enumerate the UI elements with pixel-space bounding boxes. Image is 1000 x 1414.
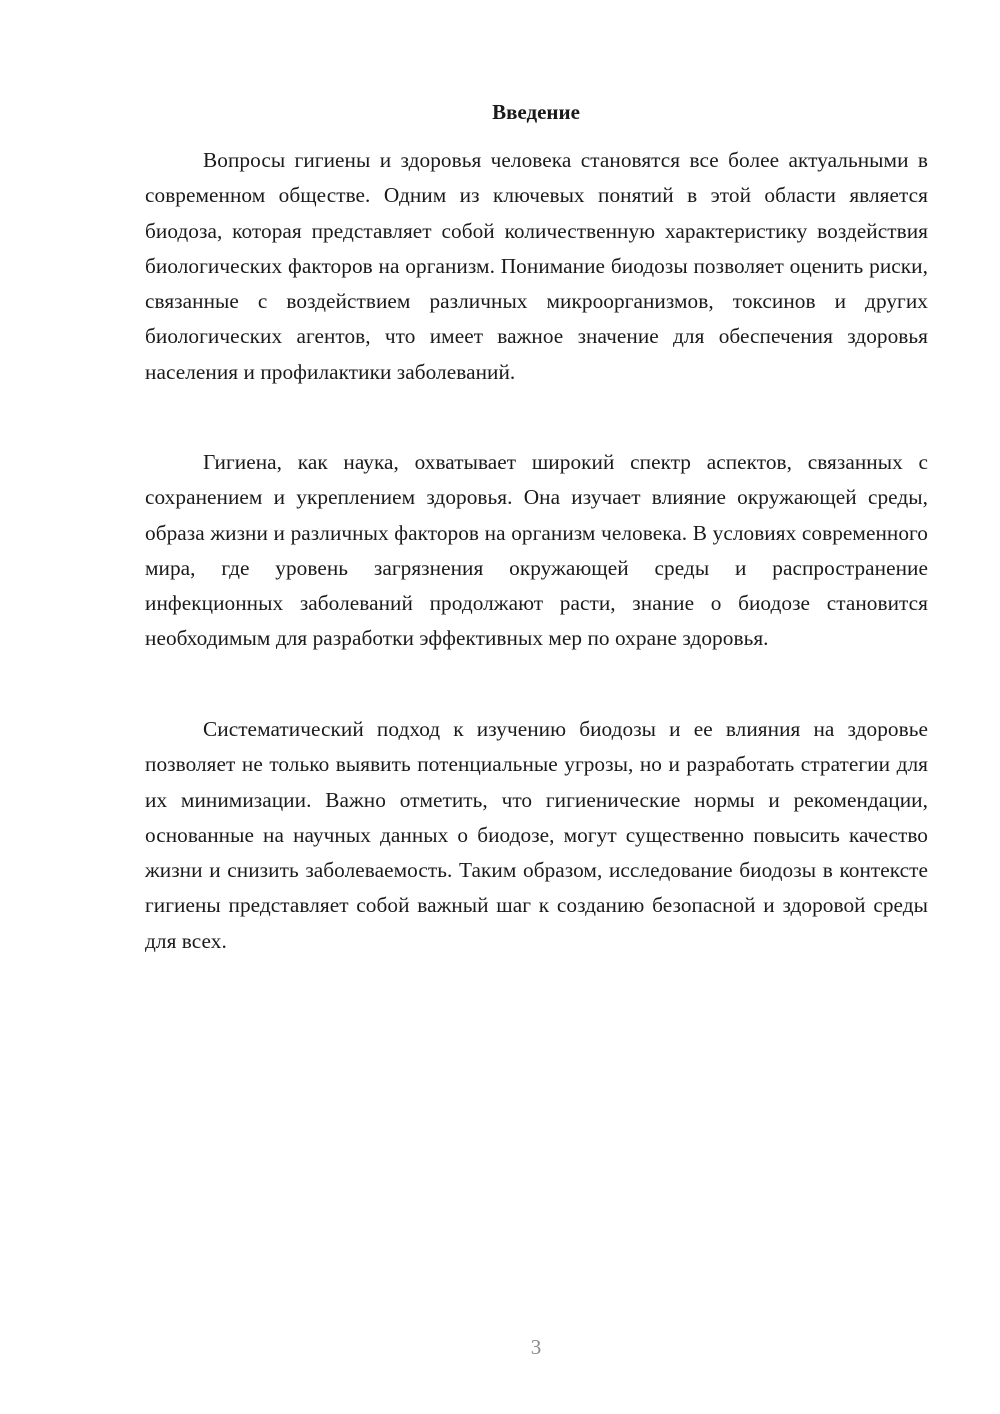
section-heading: Введение — [492, 100, 580, 124]
paragraph: Гигиена, как наука, охватывает широкий спектр аспектов, связанных с сохранением и укреплением здоровья. Она изучает влияние окружающей среды, образа жизни и различных факторов на организм человека. В условиях современного мира, где уровень загрязнения окружающей среды и распространение инфекционных заболеваний продолжают расти, знание о биодозе становится необходимым для разработки эффективных мер по охране здоровья. — [145, 450, 928, 651]
paragraph: Систематический подход к изучению биодозы и ее влияния на здоровье позволяет не только выявить потенциальные угрозы, но и разработать стратегии для их минимизации. Важно отметить, что гигиенические нормы и рекомендации, основанные на научных данных о биодозе, могут существенно повысить качество жизни и снизить заболеваемость. Таким образом, исследование биодозы в контексте гигиены представляет собой важный шаг к созданию безопасной и здоровой среды для всех. — [145, 717, 928, 953]
paragraph: Вопросы гигиены и здоровья человека становятся все более актуальными в современном обществе. Одним из ключевых понятий в этой области является биодоза, которая представляет собой количественную характеристику воздействия биологических факторов на организм. Понимание биодозы позволяет оценить риски, связанные с воздействием различных микроорганизмов, токсинов и других биологических агентов, что имеет важное значение для обеспечения здоровья населения и профилактики заболеваний. — [145, 148, 928, 384]
page-number: 3 — [530, 1335, 542, 1359]
